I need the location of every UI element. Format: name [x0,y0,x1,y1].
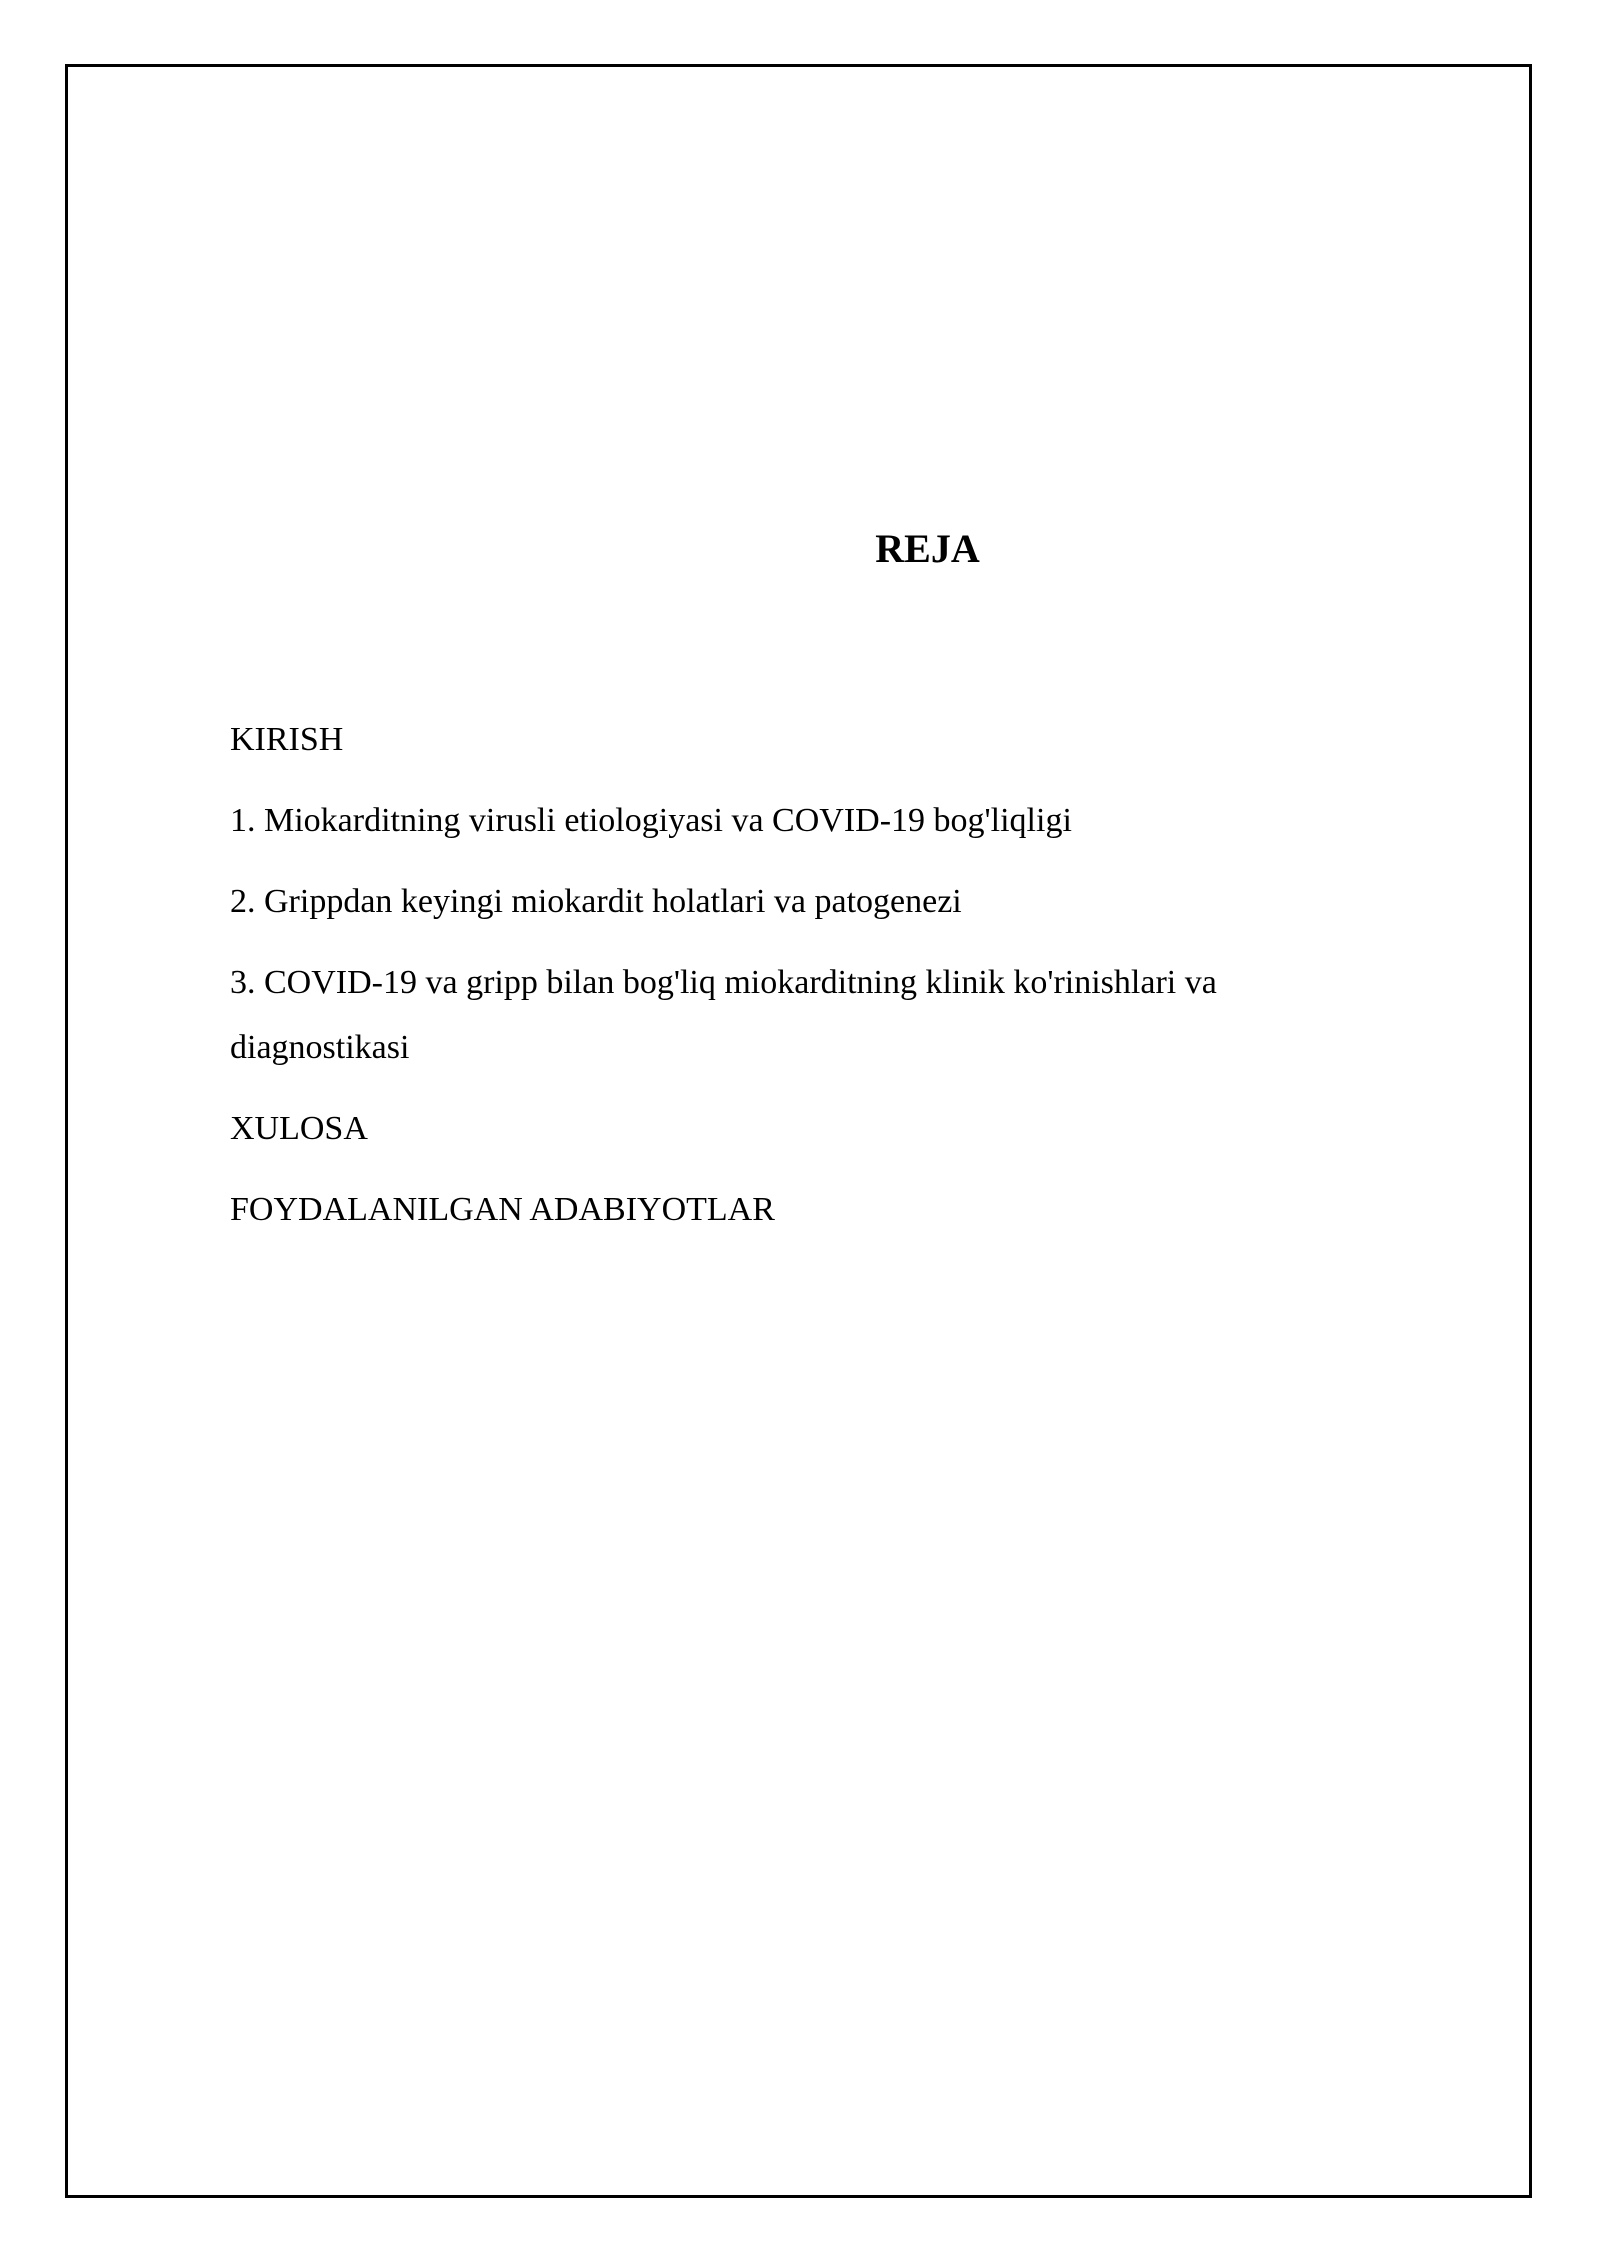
plan-item-references: FOYDALANILGAN ADABIYOTLAR [230,1191,775,1228]
plan-list [230,707,1400,1258]
plan-item-3: 3. COVID-19 va gripp bilan bog'liq miokarditning klinik ko'rinishlari va diagnostikasi [230,964,1217,1066]
plan-item-intro: KIRISH [230,721,344,758]
page-border [65,64,1532,2198]
plan-item-2: 2. Grippdan keyingi miokardit holatlari va patogenezi [230,883,962,920]
page-title: REJA [875,526,980,571]
plan-item-conclusion: XULOSA [230,1110,368,1147]
plan-item-1: 1. Miokarditning virusli etiologiyasi va COVID-19 bog'liqligi [230,802,1072,839]
